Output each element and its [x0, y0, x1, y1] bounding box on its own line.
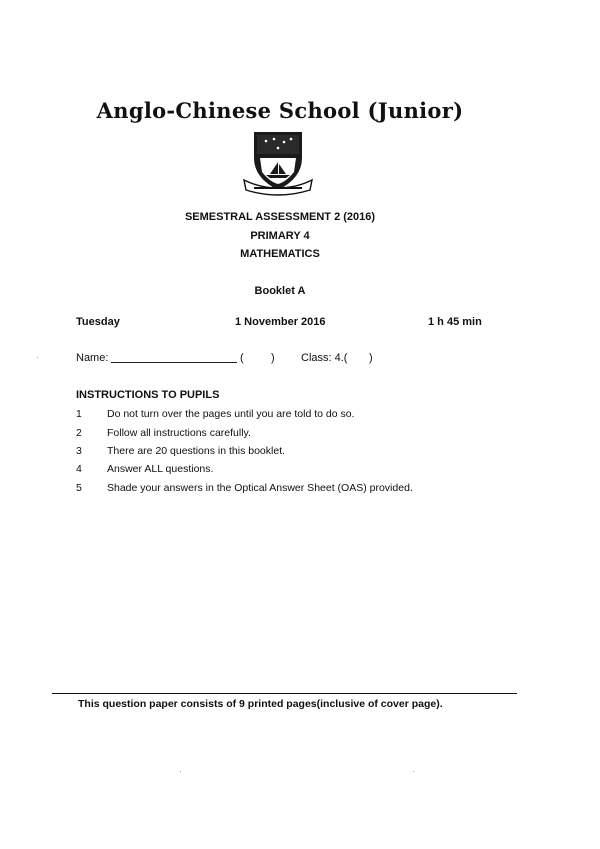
subject-title: MATHEMATICS	[240, 248, 320, 260]
name-label: Name:	[76, 352, 109, 364]
scan-speck	[37, 357, 38, 358]
instruction-text: Answer ALL questions.	[107, 463, 214, 475]
page-count-note: This question paper consists of 9 printed pages(inclusive of cover page).	[78, 698, 443, 710]
footer-divider	[52, 693, 517, 694]
index-open: (	[240, 352, 244, 364]
class-label: Class: 4.(	[301, 352, 348, 364]
exam-duration: 1 h 45 min	[428, 316, 482, 328]
school-crest-icon	[240, 128, 316, 196]
instruction-text: There are 20 questions in this booklet.	[107, 445, 286, 457]
instruction-text: Follow all instructions carefully.	[107, 427, 251, 439]
exam-date: 1 November 2016	[235, 316, 326, 328]
name-field[interactable]	[111, 362, 237, 363]
class-close: )	[369, 352, 373, 364]
instruction-number: 1	[76, 408, 82, 420]
school-name: Anglo-Chinese School (Junior)	[96, 98, 464, 123]
instructions-title: INSTRUCTIONS TO PUPILS	[76, 389, 220, 401]
level-title: PRIMARY 4	[250, 230, 310, 242]
index-close: )	[271, 352, 275, 364]
scan-speck	[180, 771, 181, 772]
assessment-title: SEMESTRAL ASSESSMENT 2 (2016)	[184, 211, 376, 223]
instruction-text: Shade your answers in the Optical Answer Sheet (OAS) provided.	[107, 482, 413, 494]
instruction-number: 5	[76, 482, 82, 494]
scan-speck	[413, 771, 414, 772]
instruction-number: 2	[76, 427, 82, 439]
instruction-text: Do not turn over the pages until you are told to do so.	[107, 408, 355, 420]
instruction-number: 4	[76, 463, 82, 475]
booklet-title: Booklet A	[254, 285, 306, 297]
instruction-number: 3	[76, 445, 82, 457]
exam-day: Tuesday	[76, 316, 120, 328]
